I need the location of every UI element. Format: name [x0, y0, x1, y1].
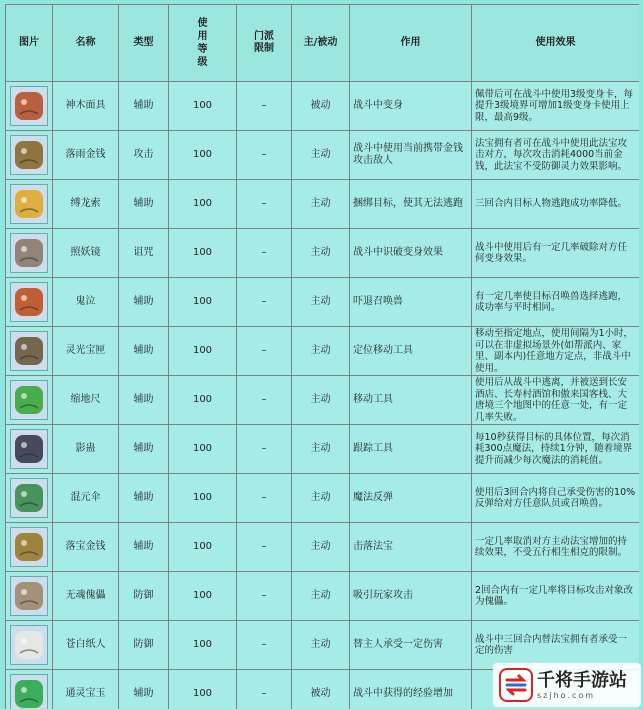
cell-pic [6, 670, 53, 709]
header-row [6, 5, 640, 82]
cell-mode: 主动 [292, 278, 350, 327]
mask-icon [10, 86, 48, 126]
umbrella-icon [10, 478, 48, 518]
cell-mode: 主动 [292, 523, 350, 572]
cell-sect: – [237, 82, 292, 131]
cell-mode: 主动 [292, 131, 350, 180]
cell-level: 100 [169, 670, 237, 709]
cell-sect: – [237, 180, 292, 229]
cell-level: 100 [169, 327, 237, 376]
box-icon [10, 331, 48, 371]
cell-sect: – [237, 474, 292, 523]
cell-type: 防御 [119, 621, 169, 670]
cell-level: 100 [169, 229, 237, 278]
table-row [6, 278, 640, 327]
site-logo-icon [499, 668, 533, 702]
cell-use: 吸引玩家攻击 [350, 572, 472, 621]
site-watermark [493, 663, 641, 707]
cell-sect: – [237, 327, 292, 376]
cell-name: 鬼泣 [53, 278, 119, 327]
cell-name: 无魂傀儡 [53, 572, 119, 621]
table-row [6, 572, 640, 621]
table-row [6, 82, 640, 131]
header-mode: 主/被动 [292, 5, 350, 82]
cell-type: 辅助 [119, 180, 169, 229]
cell-use: 魔法反弹 [350, 474, 472, 523]
cell-level: 100 [169, 523, 237, 572]
cell-use: 捆绑目标，使其无法逃跑 [350, 180, 472, 229]
cell-effect: 战斗中三回合内替法宝拥有者承受一定的伤害 [472, 621, 640, 670]
cell-level: 100 [169, 82, 237, 131]
cell-type: 攻击 [119, 131, 169, 180]
cell-mode: 主动 [292, 327, 350, 376]
coin-string-icon [10, 135, 48, 175]
cell-effect: 2回合内有一定几率将目标攻击对象改为傀儡。 [472, 572, 640, 621]
table-row [6, 180, 640, 229]
cell-effect: 使用后从战斗中逃离，并被送到长安酒店、长寿村酒馆和傲来国客栈、大唐境三个地图中的任意一处，有一定几率失败。 [472, 376, 640, 425]
cell-pic [6, 376, 53, 425]
cell-mode: 被动 [292, 82, 350, 131]
cell-effect: 佩带后可在战斗中使用3级变身卡，每提升3级境界可增加1级变身卡使用上限，最高9级。 [472, 82, 640, 131]
cell-sect: – [237, 229, 292, 278]
header-level: 使 用 等 级 [169, 5, 237, 82]
cell-effect: 每10秒获得目标的具体位置，每次消耗300点魔法，持续1分钟，随着境界提升而减少每次魔法的消耗值。 [472, 425, 640, 474]
ruler-icon [10, 380, 48, 420]
cell-sect: – [237, 131, 292, 180]
cell-effect: 有一定几率使目标召唤兽选择逃跑，成功率与平时相同。 [472, 278, 640, 327]
cell-name: 照妖镜 [53, 229, 119, 278]
cell-level: 100 [169, 572, 237, 621]
header-pic: 图片 [6, 5, 53, 82]
cell-level: 100 [169, 376, 237, 425]
chest-icon [10, 429, 48, 469]
table-row [6, 376, 640, 425]
cell-type: 辅助 [119, 376, 169, 425]
cell-pic [6, 131, 53, 180]
cell-mode: 主动 [292, 180, 350, 229]
cell-type: 辅助 [119, 474, 169, 523]
cell-pic [6, 180, 53, 229]
cell-type: 辅助 [119, 278, 169, 327]
cell-effect: 移动至指定地点，使用间隔为1小时，可以在非虚拟场景外(如帮派内、家里、副本内)任意地方定点，非战斗中使用。 [472, 327, 640, 376]
cell-effect: 法宝拥有者可在战斗中使用此法宝攻击对方，每次攻击消耗4000当前金钱，此法宝不受防御灵力效果影响。 [472, 131, 640, 180]
cell-use: 吓退召唤兽 [350, 278, 472, 327]
cell-mode: 主动 [292, 229, 350, 278]
cell-type: 诅咒 [119, 229, 169, 278]
table-body [6, 82, 640, 709]
cell-type: 辅助 [119, 327, 169, 376]
cell-sect: – [237, 278, 292, 327]
cell-mode: 主动 [292, 572, 350, 621]
cell-use: 替主人承受一定伤害 [350, 621, 472, 670]
bell-icon [10, 282, 48, 322]
cell-name: 混元伞 [53, 474, 119, 523]
cell-mode: 主动 [292, 376, 350, 425]
cell-pic [6, 621, 53, 670]
cell-use: 战斗中使用当前携带金钱攻击敌人 [350, 131, 472, 180]
header-name: 名称 [53, 5, 119, 82]
cell-type: 辅助 [119, 425, 169, 474]
cell-use: 定位移动工具 [350, 327, 472, 376]
cell-sect: – [237, 425, 292, 474]
cell-effect: 战斗中使用后有一定几率破除对方任何变身效果。 [472, 229, 640, 278]
cell-name: 神木面具 [53, 82, 119, 131]
cell-name: 落雨金钱 [53, 131, 119, 180]
table-row [6, 327, 640, 376]
cell-pic [6, 523, 53, 572]
cell-level: 100 [169, 621, 237, 670]
header-type: 类型 [119, 5, 169, 82]
cell-sect: – [237, 621, 292, 670]
table-row [6, 131, 640, 180]
cell-effect: 一定几率取消对方主动法宝增加的持续效果，不受五行相生相克的限制。 [472, 523, 640, 572]
cell-name: 落宝金钱 [53, 523, 119, 572]
cell-pic [6, 474, 53, 523]
watermark-title: 千将手游站 [537, 669, 627, 691]
cell-use: 战斗中识破变身效果 [350, 229, 472, 278]
cell-name: 缩地尺 [53, 376, 119, 425]
cell-mode: 被动 [292, 670, 350, 709]
cell-pic [6, 82, 53, 131]
cell-name: 缚龙索 [53, 180, 119, 229]
table-container [5, 4, 639, 709]
cell-use: 跟踪工具 [350, 425, 472, 474]
cell-use: 移动工具 [350, 376, 472, 425]
cell-type: 辅助 [119, 523, 169, 572]
cell-sect: – [237, 376, 292, 425]
table-row [6, 474, 640, 523]
jade-icon [10, 674, 48, 709]
cell-use: 战斗中获得的经验增加 [350, 670, 472, 709]
cell-use: 击落法宝 [350, 523, 472, 572]
item-table [5, 4, 639, 709]
table-row [6, 425, 640, 474]
pouch-icon [10, 527, 48, 567]
cell-level: 100 [169, 180, 237, 229]
cell-use: 战斗中变身 [350, 82, 472, 131]
header-use: 作用 [350, 5, 472, 82]
cell-type: 防御 [119, 572, 169, 621]
cell-sect: – [237, 572, 292, 621]
cell-level: 100 [169, 131, 237, 180]
paper-doll-icon [10, 625, 48, 665]
cell-level: 100 [169, 425, 237, 474]
cell-pic [6, 229, 53, 278]
cell-mode: 主动 [292, 621, 350, 670]
rope-icon [10, 184, 48, 224]
header-effect: 使用效果 [472, 5, 640, 82]
cell-pic [6, 327, 53, 376]
cell-name: 通灵宝玉 [53, 670, 119, 709]
cell-pic [6, 425, 53, 474]
cell-level: 100 [169, 474, 237, 523]
cell-sect: – [237, 670, 292, 709]
cell-type: 辅助 [119, 82, 169, 131]
cell-pic [6, 572, 53, 621]
cell-name: 影蛊 [53, 425, 119, 474]
cell-type: 辅助 [119, 670, 169, 709]
cell-name: 灵光宝匣 [53, 327, 119, 376]
watermark-url: szjho.com [537, 690, 596, 700]
cell-sect: – [237, 523, 292, 572]
cell-name: 苍白纸人 [53, 621, 119, 670]
doll-icon [10, 576, 48, 616]
table-row [6, 523, 640, 572]
mirror-icon [10, 233, 48, 273]
cell-mode: 主动 [292, 425, 350, 474]
table-row [6, 229, 640, 278]
header-sect: 门派 限制 [237, 5, 292, 82]
cell-mode: 主动 [292, 474, 350, 523]
cell-effect: 使用后3回合内将自己承受伤害的10%反弹给对方任意队员或召唤兽。 [472, 474, 640, 523]
cell-pic [6, 278, 53, 327]
cell-level: 100 [169, 278, 237, 327]
cell-effect: 三回合内目标人物逃跑成功率降低。 [472, 180, 640, 229]
